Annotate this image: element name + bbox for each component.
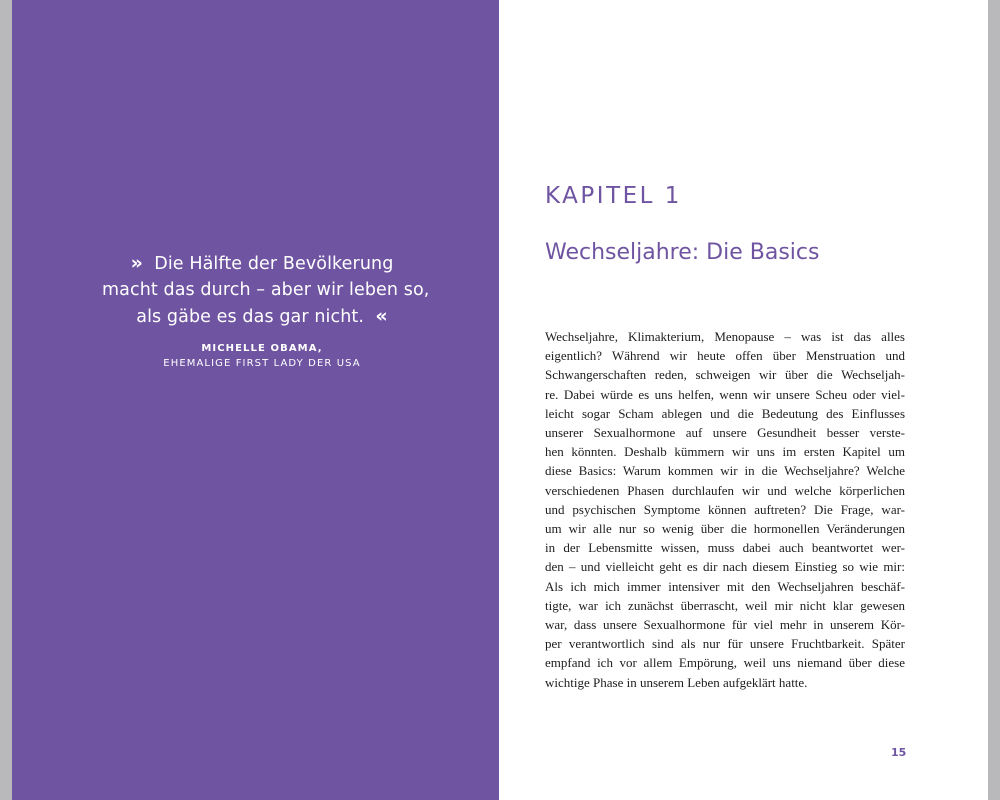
quote-attribution xyxy=(102,341,422,371)
body-line: in der Lebensmitte wissen, muss dabei auch beantwortet wer- xyxy=(545,540,905,556)
chapter-label: KAPITEL 1 xyxy=(545,183,682,209)
quote-text-1: Die Hälfte der Bevölkerung xyxy=(154,254,394,274)
quote-text-3: als gäbe es das gar nicht. xyxy=(136,307,365,327)
body-line: empfand ich vor allem Empörung, weil uns niemand über diese xyxy=(545,655,905,671)
body-line: eigentlich? Während wir heute offen über Menstruation und xyxy=(545,348,905,364)
body-line: hen könnten. Deshalb kümmern wir uns im ersten Kapitel um xyxy=(545,444,905,460)
body-line: re. Dabei würde es uns helfen, wenn wir unsere Scheu oder viel- xyxy=(545,386,905,402)
body-line: um wir alle nur so wenig über die hormonellen Veränderungen xyxy=(545,521,905,537)
body-line: Wechseljahre, Klimakterium, Menopause – was ist das alles xyxy=(545,329,905,344)
page-number: 15 xyxy=(891,746,907,759)
body-line: und psychischen Symptome können auftreten? Die Frage, war- xyxy=(545,501,905,517)
quote-close-mark: « xyxy=(375,305,388,327)
left-page xyxy=(12,0,499,800)
quote-line-3 xyxy=(102,303,422,330)
body-line: Als ich mich immer intensiver mit den Wechseljahren beschäf- xyxy=(545,578,905,594)
book-spread xyxy=(12,0,988,800)
body-line: tigte, war ich zunächst überrascht, weil mir nicht klar gewesen xyxy=(545,597,905,613)
body-line: diese Basics: Warum kommen wir in die Wechseljahre? Welche xyxy=(545,463,905,479)
body-line: wichtige Phase in unserem Leben aufgeklärt hatte. xyxy=(545,674,808,690)
quote-line-2 xyxy=(102,277,430,303)
attribution-role: EHEMALIGE FIRST LADY DER USA xyxy=(163,358,361,369)
body-line: verschiedenen Phasen durchlaufen wir und welche körperlichen xyxy=(545,482,905,498)
attribution-name: MICHELLE OBAMA, xyxy=(201,343,323,354)
body-line: per verantwortlich sind als nur für unsere Fruchtbarkeit. Später xyxy=(545,636,905,652)
quote-text-2: macht das durch – aber wir leben so, xyxy=(102,280,430,300)
pull-quote xyxy=(102,250,430,330)
body-line: Schwangerschaften reden, schweigen wir über die Wechseljah- xyxy=(545,367,905,383)
body-line: leicht sogar Scham ablegen und die Bedeutung des Einflusses xyxy=(545,405,905,421)
body-paragraph xyxy=(545,327,905,692)
body-line: war, dass unsere Sexualhormone für viel mehr in unserem Kör- xyxy=(545,617,905,633)
chapter-title: Wechseljahre: Die Basics xyxy=(545,240,820,265)
body-line: den – und vielleicht geht es dir nach diesem Einstieg so wie mir: xyxy=(545,559,905,575)
right-page xyxy=(499,0,988,800)
quote-line-1 xyxy=(102,250,422,277)
quote-open-mark: » xyxy=(130,252,143,274)
body-line: unserer Sexualhormone auf unsere Gesundheit besser verste- xyxy=(545,425,905,441)
